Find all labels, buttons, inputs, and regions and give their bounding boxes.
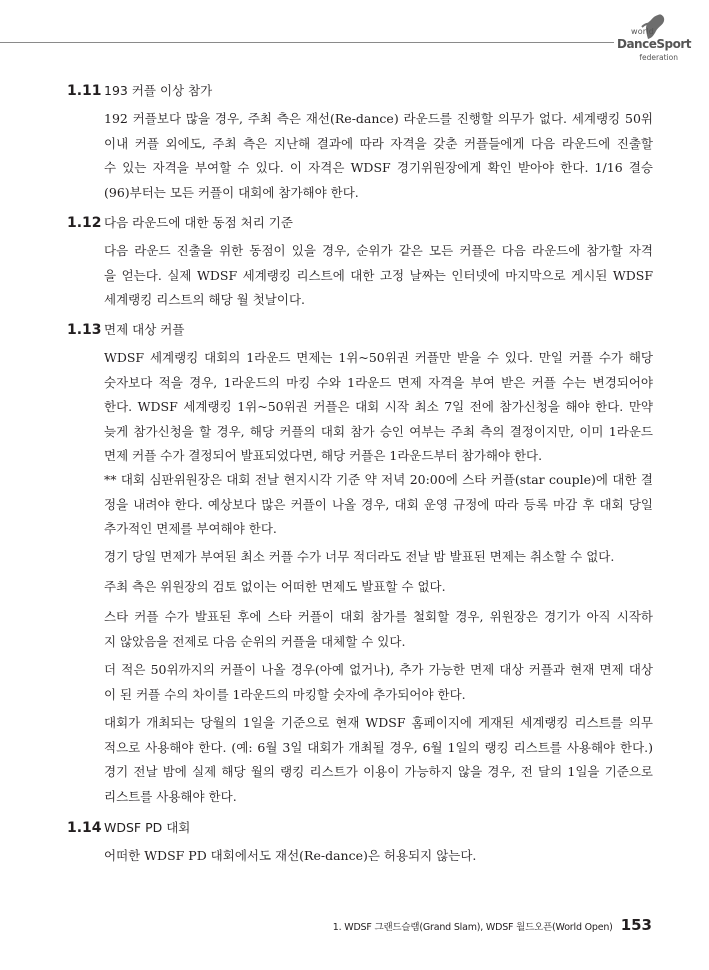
page-footer: [333, 916, 652, 934]
text-line: 수 있는 자격을 부여할 수 있다. 이 자격은 WDSF 경기위원장에게 확인 받아야 한다. 1/16 결승: [104, 160, 653, 175]
wdsf-logo: [612, 13, 692, 65]
text-line: 스타 커플 수가 발표된 후에 스타 커플이 대회 참가를 철회할 경우, 위원장은 경기가 아직 시작하: [104, 609, 653, 624]
text-line: 어떠한 WDSF PD 대회에서도 재선(Re-dance)은 허용되지 않는다.: [104, 848, 477, 863]
text-line: 을 얻는다. 실제 WDSF 세계랭킹 리스트에 대한 고정 날짜는 인터넷에 마지막으로 게시된 WDSF: [104, 267, 653, 283]
text-line: 면제 커플 수가 결정되어 발표되었다면, 해당 커플은 1라운드부터 참가해야 한다.: [104, 448, 543, 463]
paragraph: [104, 658, 653, 707]
paragraph: [104, 605, 653, 654]
text-line: 지 않았음을 전제로 다음 순위의 커플을 대체할 수 있다.: [104, 633, 406, 649]
paragraph: [104, 107, 653, 205]
section-number: 1.11: [67, 83, 102, 99]
paragraph: [104, 844, 653, 869]
footer-chapter-title: 1. WDSF 그랜드슬램(Grand Slam), WDSF 월드오픈(World Open): [332, 922, 613, 933]
text-line: 경기 당일 면제가 부여된 최소 커플 수가 너무 적더라도 전날 밤 발표된 면제는 취소할 수 없다.: [104, 549, 615, 564]
header-rule: [0, 42, 614, 43]
paragraph: [104, 711, 653, 809]
section-number: 1.13: [67, 322, 102, 338]
text-line: 다음 라운드 진출을 위한 동점이 있을 경우, 순위가 같은 모든 커플은 다음 라운드에 참가할 자격: [104, 243, 653, 258]
logo-line-dancesport: DanceSport: [617, 37, 691, 51]
paragraph: [104, 545, 653, 570]
section-number: 1.14: [67, 820, 102, 836]
text-line: 정을 내려야 한다. 예상보다 많은 커플이 나올 경우, 대회 운영 규정에 따라 등록 마감 후 대회 당일: [104, 496, 653, 512]
section-heading-1-14: [67, 818, 190, 838]
section-number: 1.12: [67, 215, 102, 231]
paragraph: [104, 575, 653, 600]
page-number: 153: [620, 916, 652, 934]
text-line: 이내 커플 외에도, 주최 측은 지난해 결과에 따라 자격을 갖춘 커플들에게 다음 라운드에 진출할: [104, 135, 653, 151]
section-title: WDSF PD 대회: [104, 820, 191, 835]
text-line: 이 된 커플 수의 차이를 1라운드의 마킹할 숫자에 추가되어야 한다.: [104, 686, 466, 702]
paragraph: [104, 346, 653, 469]
logo-line-world: world: [630, 27, 654, 36]
paragraph: [104, 468, 653, 542]
text-line: 적으로 사용해야 한다. (예: 6월 3일 대회가 개최될 경우, 6월 1일의 랭킹 리스트를 사용해야 한다.): [104, 739, 653, 755]
text-line: 더 적은 50위까지의 커플이 나올 경우(아예 없거나), 추가 가능한 면제 대상 커플과 현재 면제 대상: [104, 662, 653, 677]
section-heading-1-13: [67, 320, 184, 340]
text-line: 한다. WDSF 세계랭킹 1위~50위권 커플은 대회 시작 최소 7일 전에 참가신청을 해야 한다. 만약: [104, 399, 653, 414]
text-line: ** 대회 심판위원장은 대회 전날 현지시각 기준 약 저녁 20:00에 스타 커플(star couple)에 대한 결: [104, 472, 653, 487]
text-line: 세계랭킹 리스트의 해당 월 첫날이다.: [104, 292, 305, 307]
text-line: WDSF 세계랭킹 대회의 1라운드 면제는 1위~50위권 커플만 받을 수 있다. 만일 커플 수가 해당: [104, 350, 653, 365]
section-title: 다음 라운드에 대한 동점 처리 기준: [104, 215, 293, 230]
paragraph: [104, 239, 653, 313]
section-heading-1-12: [67, 213, 293, 233]
text-line: 늦게 참가신청을 할 경우, 해당 커플의 대회 참가 승인 여부는 주최 측의 결정이지만, 이미 1라운드: [104, 423, 653, 439]
text-line: 주최 측은 위원장의 검토 없이는 어떠한 면제도 발표할 수 없다.: [104, 579, 446, 594]
text-line: 리스트를 사용해야 한다.: [104, 788, 237, 804]
text-line: 추가적인 면제를 부여해야 한다.: [104, 521, 277, 536]
text-line: 숫자보다 적을 경우, 1라운드의 마킹 수와 1라운드 면제 자격을 부여 받은 커플 수는 변경되어야: [104, 374, 653, 390]
text-line: 경기 전날 밤에 실제 해당 월의 랭킹 리스트가 이용이 가능하지 않을 경우, 전 달의 1일을 기준으로: [104, 764, 653, 779]
logo-line-federation: federation: [639, 53, 678, 62]
section-title: 193 커플 이상 참가: [104, 83, 213, 98]
section-title: 면제 대상 커플: [104, 322, 185, 337]
text-line: 대회가 개최되는 당월의 1일을 기준으로 현재 WDSF 홈페이지에 게재된 세계랭킹 리스트를 의무: [104, 715, 653, 730]
section-heading-1-11: [67, 81, 212, 101]
text-line: (96)부터는 모든 커플이 대회에 참가해야 한다.: [104, 184, 359, 200]
text-line: 192 커플보다 많을 경우, 주최 측은 재선(Re-dance) 라운드를 진행할 의무가 없다. 세계랭킹 50위: [104, 111, 653, 126]
